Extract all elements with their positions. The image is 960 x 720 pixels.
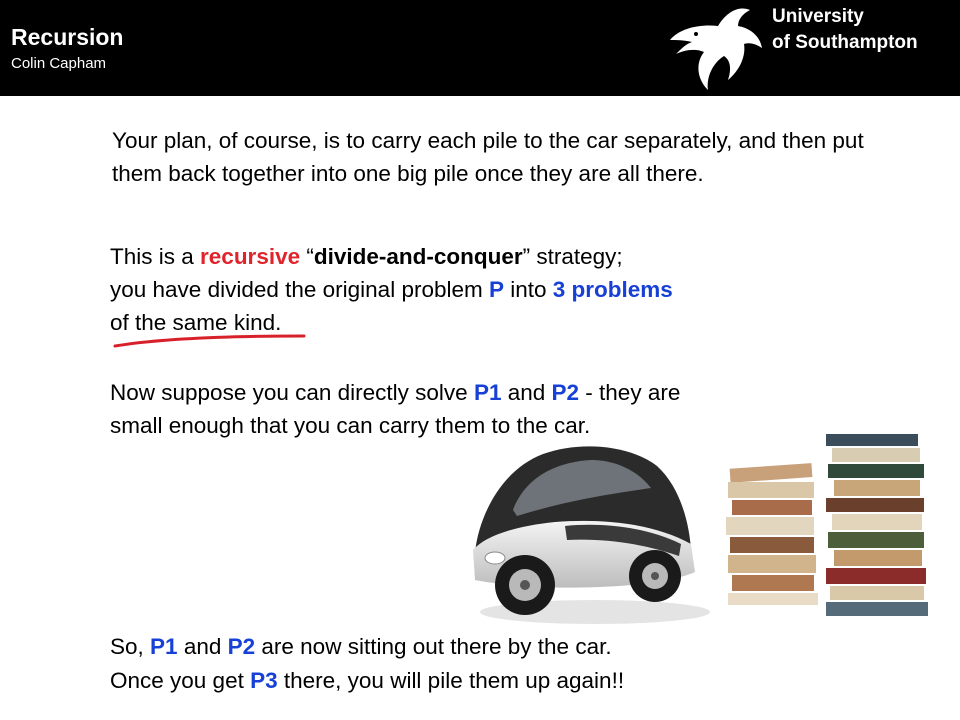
red-handwritten-underline <box>112 330 312 350</box>
car-image <box>455 440 725 630</box>
text: and <box>501 380 552 405</box>
logo-text-line2: of Southampton <box>772 32 918 53</box>
author-name: Colin Capham <box>11 55 107 72</box>
text: So, <box>110 634 151 659</box>
text: This is a <box>110 244 201 269</box>
text: small enough that you can carry them to the car. <box>110 413 591 438</box>
keyword-p2: P2 <box>227 634 256 659</box>
paragraph-plan: Your plan, of course, is to carry each pile to the car separately, and then put them back together into one big pile once they are all there. <box>112 128 864 186</box>
keyword-p1: P1 <box>150 634 178 659</box>
text: ” strategy; <box>522 244 623 269</box>
text: of the same kind. <box>110 310 282 335</box>
text: “ <box>300 244 314 269</box>
keyword-p: P <box>488 277 504 302</box>
dolphin-logo-icon <box>670 9 762 90</box>
slide-title: Recursion <box>11 24 124 50</box>
paragraph-conclusion <box>110 630 890 698</box>
text: Now suppose you can directly solve <box>110 380 474 405</box>
books-stack-image <box>722 426 942 626</box>
text: you have divided the original problem <box>110 277 489 302</box>
keyword-p3: P3 <box>250 668 278 693</box>
text: and <box>177 634 228 659</box>
keyword-3-problems: 3 problems <box>552 277 673 302</box>
text: - they are <box>579 380 681 405</box>
text: there, you will pile them up again!! <box>277 668 625 693</box>
text: are now sitting out there by the car. <box>255 634 612 659</box>
keyword-p2: P2 <box>551 380 580 405</box>
header-bar <box>0 0 960 96</box>
text: into <box>504 277 553 302</box>
text: Once you get <box>110 668 251 693</box>
keyword-divide-and-conquer: divide-and-conquer <box>313 244 523 269</box>
keyword-p1: P1 <box>473 380 502 405</box>
keyword-recursive: recursive <box>200 244 301 269</box>
paragraph-strategy <box>110 240 830 339</box>
logo-text-line1: University <box>772 6 864 27</box>
